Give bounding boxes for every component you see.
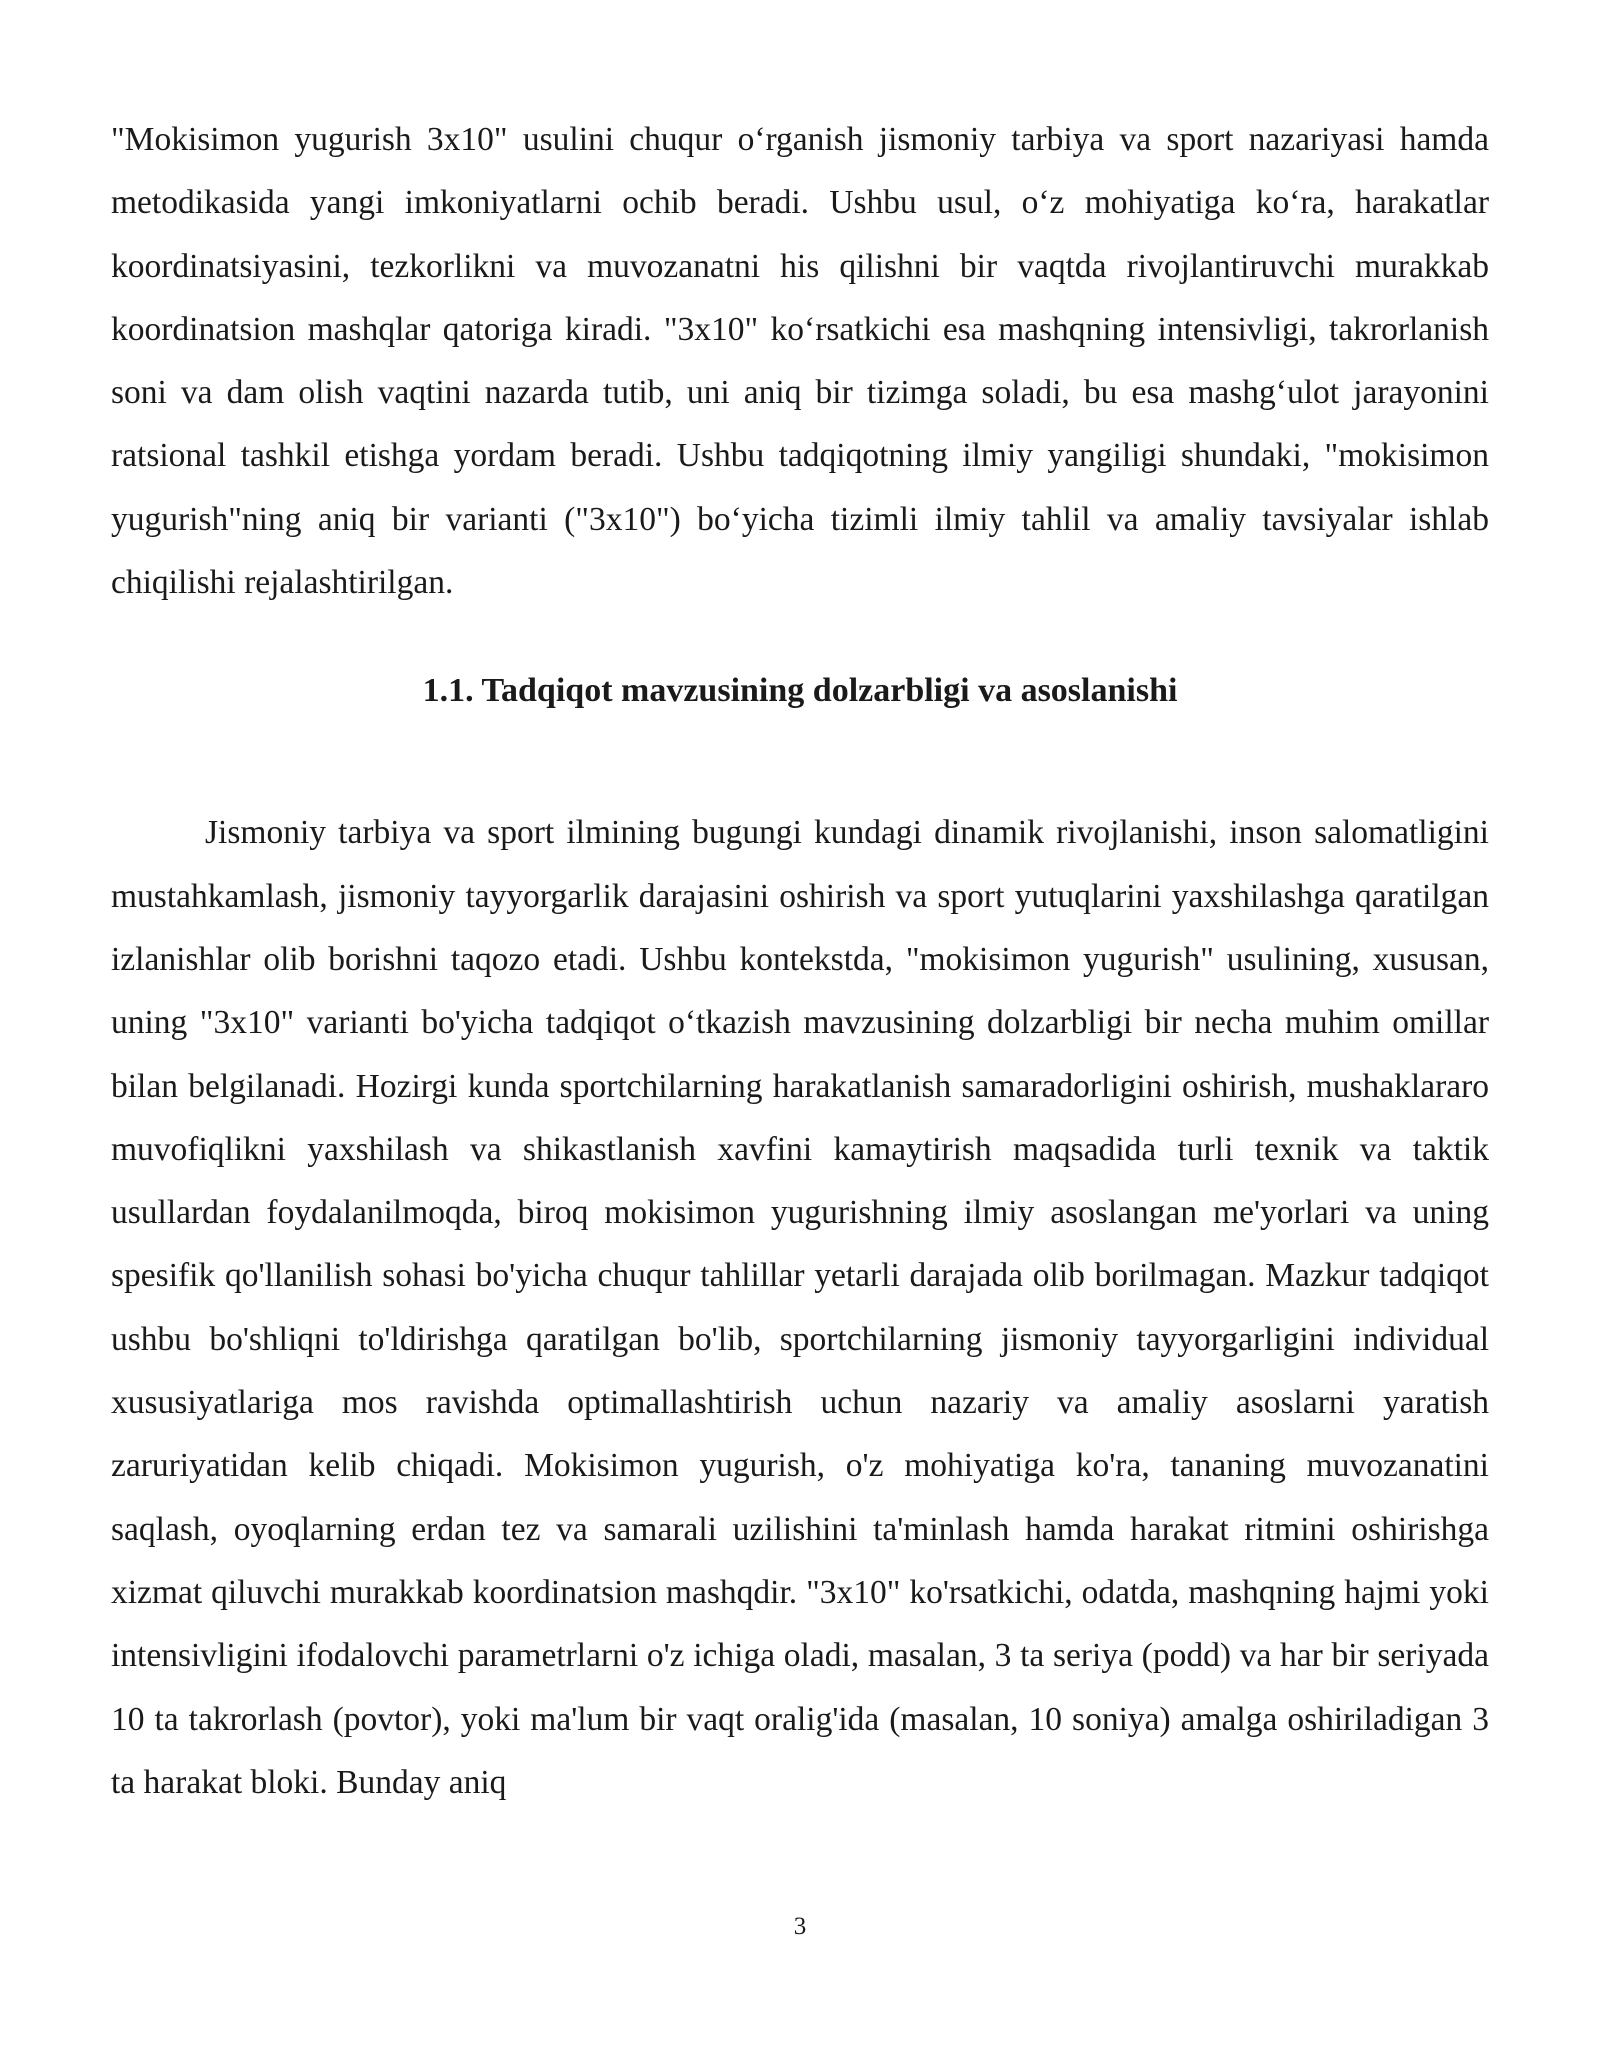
section-heading: 1.1. Tadqiqot mavzusining dolzarbligi va asoslanishi (422, 672, 1178, 710)
page-content (111, 108, 1489, 1814)
spacer (111, 614, 1489, 659)
page-number: 3 (793, 1913, 807, 1940)
body-paragraph: Jismoniy tarbiya va sport ilmining bugungi kundagi dinamik rivojlanishi, inson salomatligini mustahkamlash, jismoniy tayyorgarlik darajasini oshirish va sport yutuqlarini yaxshilashga qaratilgan izlanishlar olib borishni taqozo etadi. Ushbu kontekstda, "mokisimon yugurish" usulining, xususan, uning "3x10" varianti bo'yicha tadqiqot o‘tkazish mavzusining dolzarbligi bir necha muhim omillar bilan belgilanadi. Hozirgi kunda sportchilarning harakatlanish samaradorligini oshirish, mushaklararo muvofiqlikni yaxshilash va shikastlanish xavfini kamaytirish maqsadida turli texnik va taktik usullardan foydalanilmoqda, biroq mokisimon yugurishning ilmiy asoslangan me'yorlari va uning spesifik qo'llanilish sohasi bo'yicha chuqur tahlillar yetarli darajada olib borilmagan. Mazkur tadqiqot ushbu bo'shliqni to'ldirishga qaratilgan bo'lib, sportchilarning jismoniy tayyorgarligini individual xususiyatlariga mos ravishda optimallashtirish uchun nazariy va amaliy asoslarni yaratish zaruriyatidan kelib chiqadi. Mokisimon yugurish, o'z mohiyatiga ko'ra, tananing muvozanatini saqlash, oyoqlarning erdan tez va samarali uzilishini ta'minlash hamda harakat ritmini oshirishga xizmat qiluvchi murakkab koordinatsion mashqdir. "3x10" ko'rsatkichi, odatda, mashqning hajmi yoki intensivligini ifodalovchi parametrlarni o'z ichiga oladi, masalan, 3 ta seriya (podd) va har bir seriyada 10 ta takrorlash (povtor), yoki ma'lum bir vaqt oralig'ida (masalan, 10 soniya) amalga oshiriladigan 3 ta harakat bloki. Bunday aniq (111, 814, 1489, 1801)
spacer (111, 722, 1489, 801)
intro-paragraph: "Mokisimon yugurish 3x10" usulini chuqur o‘rganish jismoniy tarbiya va sport nazariyasi hamda metodikasida yangi imkoniyatlarni ochib beradi. Ushbu usul, o‘z mohiyatiga ko‘ra, harakatlar koordinatsiyasini, tezkorlikni va muvozanatni his qilishni bir vaqtda rivojlantiruvchi murakkab koordinatsion mashqlar qatoriga kiradi. "3x10" ko‘rsatkichi esa mashqning intensivligi, takrorlanish soni va dam olish vaqtini nazarda tutib, uni aniq bir tizimga soladi, bu esa mashg‘ulot jarayonini ratsional tashkil etishga yordam beradi. Ushbu tadqiqotning ilmiy yangiligi shundaki, "mokisimon yugurish"ning aniq bir varianti ("3x10") bo‘yicha tizimli ilmiy tahlil va amaliy tavsiyalar ishlab chiqilishi rejalashtirilgan. (111, 121, 1489, 602)
